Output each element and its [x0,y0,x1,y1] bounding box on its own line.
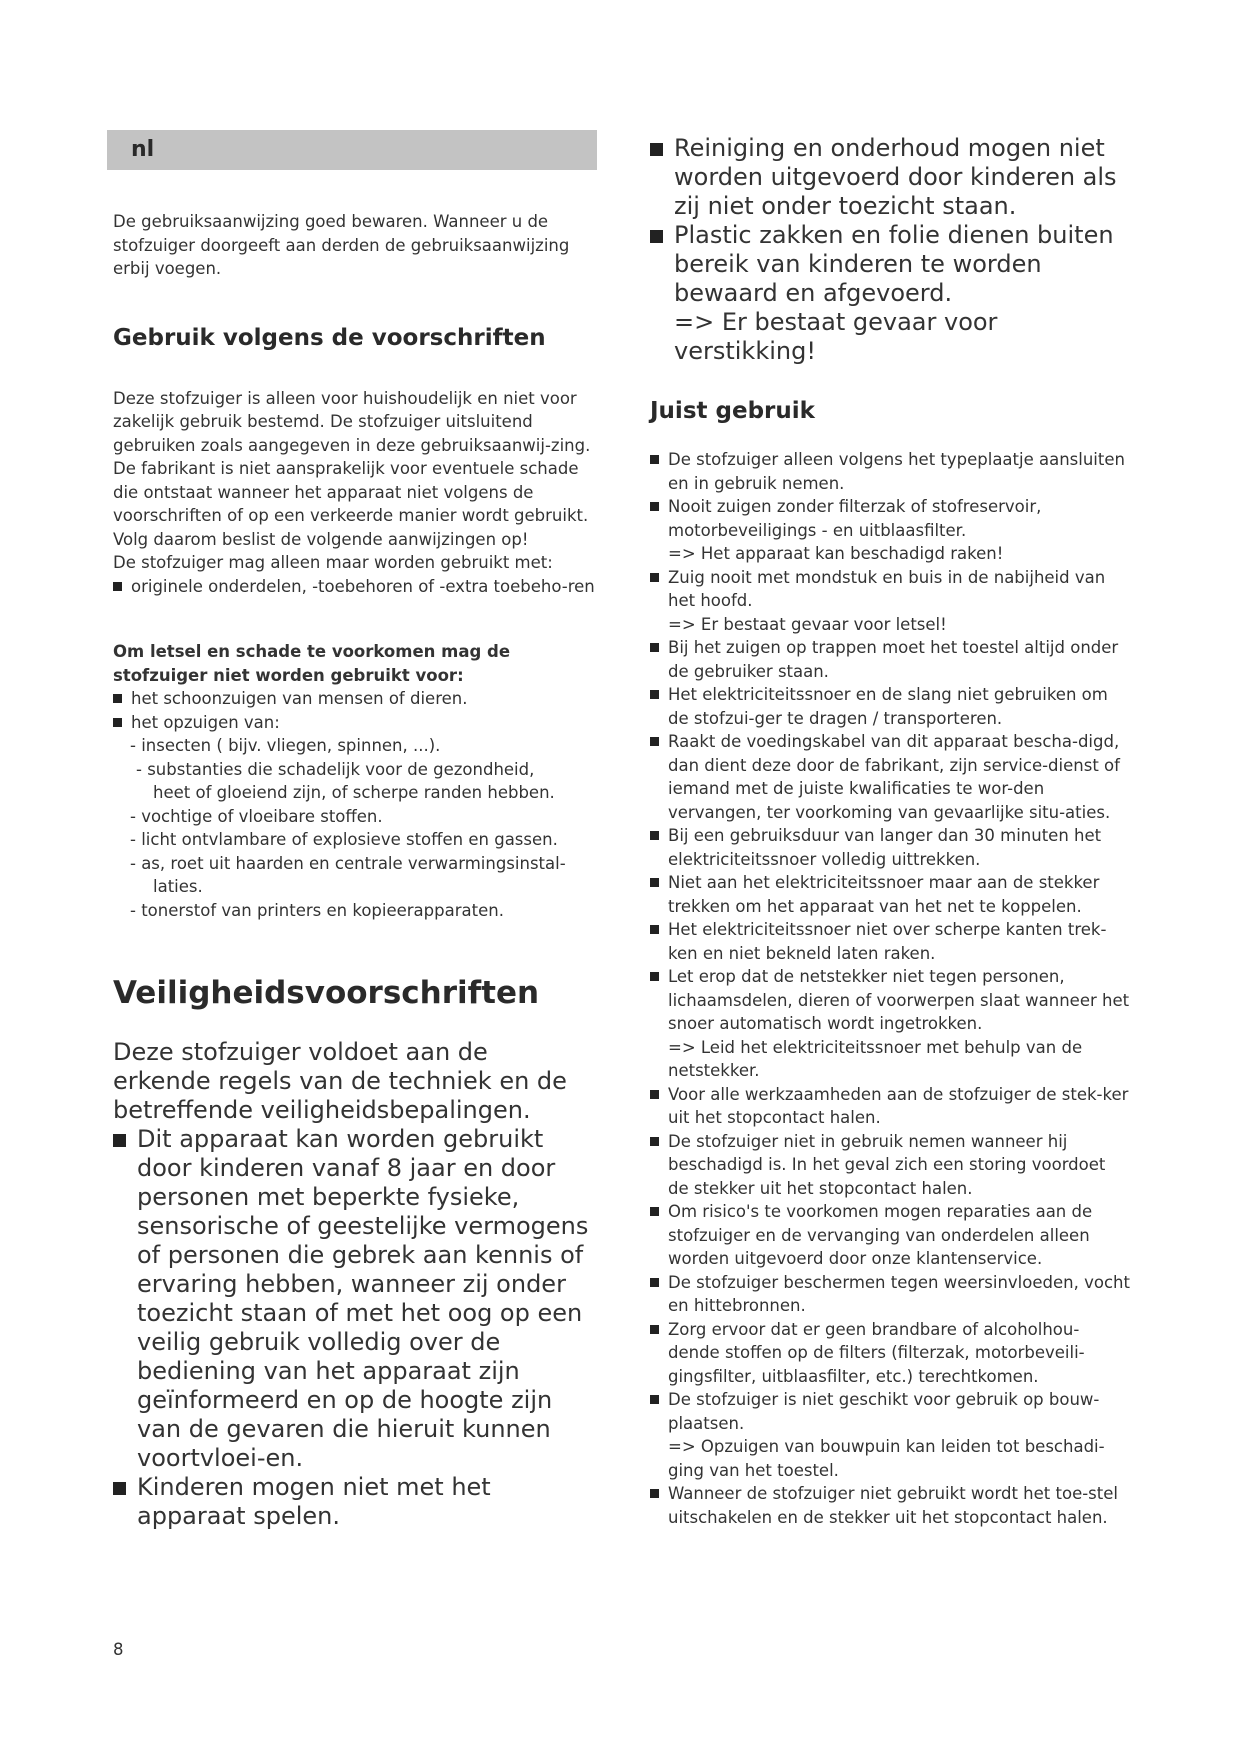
list-item: Kinderen mogen niet met het apparaat spelen. [113,1473,593,1531]
list-item [650,448,1130,495]
dash-item: - substanties die schadelijk voor de gezondheid, [136,759,535,779]
dash-item: - vochtige of vloeibare stoffen. [130,806,383,826]
dash-item: - as, roet uit haarden en centrale verwarmingsinstal- [130,853,566,873]
list-item [650,1200,1130,1271]
list-item-note: => Opzuigen van bouwpuin kan leiden tot beschadi-ging van het toestel. [668,1437,1105,1480]
section-title-correct-use: Juist gebruik [650,398,815,424]
list-item [650,730,1130,824]
list-item [650,824,1130,871]
list-item [650,1130,1130,1201]
list-item [650,1388,1130,1482]
usage-paragraph: Deze stofzuiger is alleen voor huishoudelijk en niet voor zakelijk gebruik bestemd. De stofzuiger uitsluitend gebruiken zoals aangegeven in deze gebruiksaanwij-zing. De fabrikant is niet aansprakelijk voor eventuele schade die ontstaat wanneer het apparaat niet volgens de voorschriften of op een verkeerde manier wordt gebruikt. [113,388,591,525]
list-item: het opzuigen van: [113,711,597,735]
list-item-text: Om risico's te voorkomen mogen reparaties aan de stofzuiger en de vervanging van onderdelen alleen worden uitgevoerd door onze klantenservice. [668,1202,1093,1268]
list-item-note: => Er bestaat gevaar voor letsel! [668,614,947,634]
list-item-text: Het elektriciteitssnoer en de slang niet gebruiken om de stofzui-ger te dragen / transporteren. [668,685,1108,728]
list-item-text: Zorg ervoor dat er geen brandbare of alcoholhou-dende stoffen op de filters (filterzak, motorbeveili-gingsfilter, uitblaasfilter, etc.) terechtkomen. [668,1319,1085,1386]
list-item-text: De stofzuiger niet in gebruik nemen wanneer hij beschadigd is. In het geval zich een storing voordoet de stekker uit het stopcontact halen. [668,1131,1106,1198]
list-item [650,965,1130,1083]
list-item [650,636,1130,683]
list-item-text: Raakt de voedingskabel van dit apparaat bescha-digd, dan dient deze door de fabrikant, zijn service-dienst of iemand met de juiste kwalificaties te wor-den vervangen, ter voorkoming van gevaarlijke situ-aties. [668,732,1120,822]
list-item-text: Voor alle werkzaamheden aan de stofzuiger de stek-ker uit het stopcontact halen. [668,1084,1129,1127]
list-item-text: Let erop dat de netstekker niet tegen personen, lichaamsdelen, dieren of voorwerpen slaat wanneer het snoer automatisch wordt ingetrokken. [668,967,1130,1033]
list-item-note: => Het apparaat kan beschadigd raken! [668,544,1004,563]
list-item-text: Bij het zuigen op trappen moet het toestel altijd onder de gebruiker staan. [668,638,1119,681]
list-item-text: Het elektriciteitssnoer niet over scherpe kanten trek-ken en niet bekneld laten raken. [668,920,1107,963]
dash-item: - tonerstof van printers en kopieerapparaten. [130,900,504,920]
usage-instruction: Volg daarom beslist de volgende aanwijzingen op! [113,529,529,549]
list-item-text: De stofzuiger beschermen tegen weersinvloeden, vocht en hittebronnen. [668,1272,1130,1315]
list-item [650,1482,1130,1529]
language-header-bar [107,130,597,170]
dash-item: - licht ontvlambare of explosieve stoffen en gassen. [130,830,558,849]
list-item [650,1318,1130,1389]
usage-allowed-intro: De stofzuiger mag alleen maar worden gebruikt met: [113,553,553,572]
section-title-usage: Gebruik volgens de voorschriften [113,324,546,351]
list-item-note: => Er bestaat gevaar voor verstikking! [674,308,998,365]
list-item-text: Wanneer de stofzuiger niet gebruikt wordt het toe-stel uitschakelen en de stekker uit het stopcontact halen. [668,1484,1118,1527]
list-item [650,871,1130,918]
list-item-text: Plastic zakken en folie dienen buiten bereik van kinderen te worden bewaard en afgevoerd. [674,221,1114,307]
list-item-text: Bij een gebruiksduur van langer dan 30 minuten het elektriciteitssnoer volledig uittrekken. [668,826,1102,869]
list-item [650,918,1130,965]
dash-item-continued: heet of gloeiend zijn, of scherpe randen hebben. [153,783,555,802]
list-item-note: => Leid het elektriciteitssnoer met behulp van de netstekker. [668,1037,1083,1080]
list-item [650,566,1130,637]
list-item: het schoonzuigen van mensen of dieren. [113,687,597,711]
list-item [650,1271,1130,1318]
warning-heading: Om letsel en schade te voorkomen mag de stofzuiger niet worden gebruikt voor: [113,642,511,685]
list-item-text: Niet aan het elektriciteitssnoer maar aan de stekker trekken om het apparaat van het net te koppelen. [668,873,1100,916]
list-item [650,221,1130,366]
correct-use-list [650,448,1130,1529]
list-item-text: Nooit zuigen zonder filterzak of stofreservoir, motorbeveiligings - en uitblaasfilter. [668,497,1042,540]
section-title-safety: Veiligheidsvoorschriften [113,975,540,1011]
list-item-text: Zuig nooit met mondstuk en buis in de nabijheid van het hoofd. [668,567,1106,610]
right-column [650,134,1130,1529]
list-item: Dit apparaat kan worden gebruikt door kinderen vanaf 8 jaar en door personen met beperkte fysieke, sensorische of geestelijke vermogens of personen die gebrek aan kennis of ervaring hebben, wanneer zij onder toezicht staan of met het oog op een veilig gebruik volledig over de bediening van het apparaat zijn geïnformeerd en op de hoogte zijn van de gevaren die hieruit kunnen voortvloei-en. [113,1125,593,1473]
dash-item-continued: laties. [153,877,203,896]
list-item [650,1083,1130,1130]
list-item: originele onderdelen, -toebehoren of -extra toebeho-ren [113,575,597,599]
language-code: nl [131,137,155,162]
left-column [113,210,597,1531]
list-item [650,683,1130,730]
safety-paragraph: Deze stofzuiger voldoet aan de erkende regels van de techniek en de betreffende veiligheidsbepalingen. [113,1038,567,1124]
page-number: 8 [113,1640,124,1659]
list-item [650,495,1130,566]
list-item-text: De stofzuiger is niet geschikt voor gebruik op bouw-plaatsen. [668,1390,1100,1433]
intro-text: De gebruiksaanwijzing goed bewaren. Wanneer u de stofzuiger doorgeeft aan derden de gebruiksaanwijzing erbij voegen. [113,212,570,278]
list-item: Reiniging en onderhoud mogen niet worden uitgevoerd door kinderen als zij niet onder toezicht staan. [650,134,1130,221]
dash-item: - insecten ( bijv. vliegen, spinnen, ...). [130,736,441,755]
list-item-text: De stofzuiger alleen volgens het typeplaatje aansluiten en in gebruik nemen. [668,450,1125,493]
